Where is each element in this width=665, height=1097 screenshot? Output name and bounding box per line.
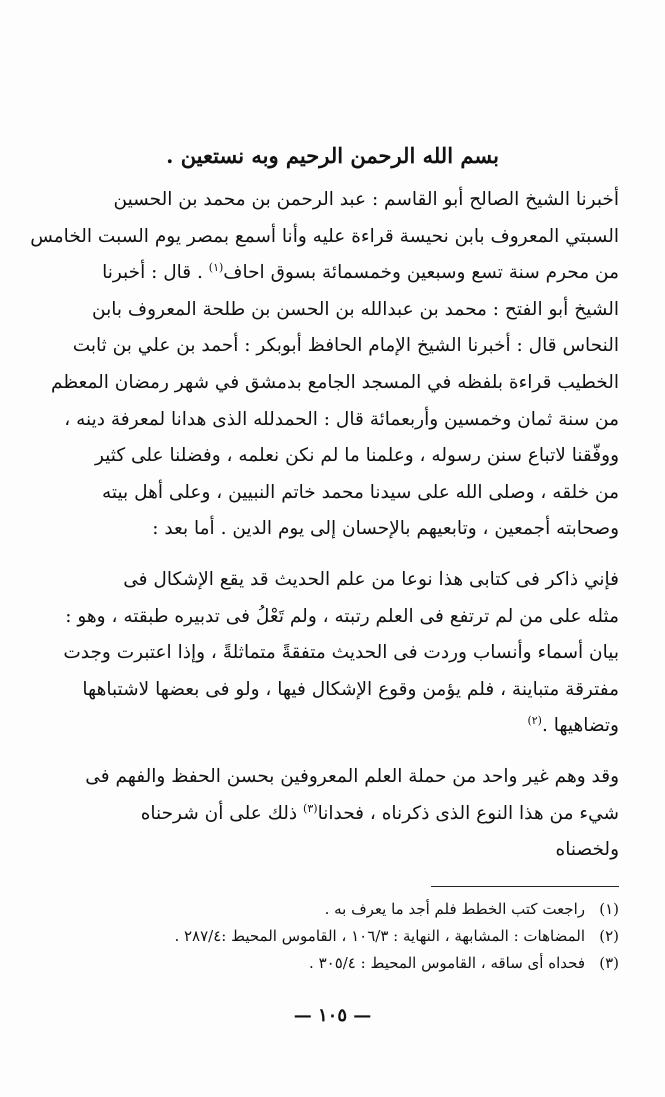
footnotes (41, 896, 619, 977)
text-line: النحاس قال : أخبرنا الشيخ الإمام الحافظ أبوبكر : أحمد بن علي بن ثابت (72, 335, 619, 357)
footnote (41, 896, 619, 923)
text-segment: من محرم سنة تسع وسبعين وخمسمائة بسوق احاف (223, 262, 619, 284)
paragraph-isnad (30, 182, 619, 548)
footnote-text: فحداه أى ساقه ، القاموس المحيط : ٣٠٥/٤ . (309, 954, 585, 972)
footnote-number: (٣) (599, 954, 619, 972)
footnote-marker-3: (٣) (303, 801, 318, 815)
main-text (30, 182, 619, 869)
footnote-marker-1: (١) (208, 261, 224, 275)
text-line: بيان أسماء وأنساب وردت فى الحديث متفقةً متماثلةً ، وإذا اعتبرت وجدت (63, 642, 619, 664)
text-segment: ذلك على أن شرحناه (140, 802, 304, 824)
text-line: من خلقه ، وصلى الله على سيدنا محمد خاتم النبيين ، وعلى أهل بيته (101, 481, 619, 503)
footnote-text: المضاهات : المشابهة ، النهاية : ١٠٦/٣ ، القاموس المحيط :٢٨٧/٤ . (174, 927, 585, 945)
text-line: فإني ذاكر فى كتابى هذا نوعا من علم الحديث قد يقع الإشكال فى (123, 568, 619, 590)
text-line: أخبرنا الشيخ الصالح أبو القاسم : عبد الرحمن بن محمد بن الحسين (113, 189, 619, 210)
footnote-number: (١) (599, 900, 619, 918)
text-line: مفترقة متباينة ، فلم يؤمن وقوع الإشكال فيها ، ولو فى بعضها لاشتباهها (82, 678, 619, 700)
text-line: وصحابته أجمعين ، وتابعيهم بالإحسان إلى يوم الدين . أما بعد : (152, 518, 619, 540)
text-line: وقد وهم غير واحد من حملة العلم المعروفين بحسن الحفظ والفهم فى (85, 765, 619, 787)
text-line (41, 708, 619, 745)
text-line: الخطيب قراءة بلفظه في المسجد الجامع بدمشق في شهر رمضان المعظم (51, 371, 619, 393)
text-segment: وتضاهيها . (541, 715, 619, 737)
text-line: الشيخ أبو الفتح : محمد بن عبدالله بن الحسن بن طلحة المعروف بابن (92, 298, 619, 320)
text-line: ووفّقنا لاتباع سنن رسوله ، وعلمنا ما لم نكن نعلمه ، وفضلنا على كثير (94, 445, 619, 467)
footnote-number: (٢) (599, 927, 619, 945)
text-line (41, 796, 619, 833)
paragraph-purpose (41, 562, 619, 745)
text-line: ولخصناه (555, 839, 619, 861)
text-line: من سنة ثمان وخمسين وأربعمائة قال : الحمدلله الذى هدانا لمعرفة دينه ، (64, 408, 619, 430)
footnote-separator (431, 886, 619, 887)
text-line (41, 255, 619, 292)
paragraph-reason (41, 759, 619, 869)
page-number: — ١٠٥ — (293, 1005, 372, 1026)
footnote-text: راجعت كتب الخطط فلم أجد ما يعرف به . (324, 900, 585, 918)
footnote-marker-2: (٢) (527, 714, 542, 728)
basmala-heading: بسم الله الرحمن الرحيم وبه نستعين . (166, 143, 499, 168)
text-segment: . قال : أخبرنا (102, 262, 209, 284)
text-line: السبتي المعروف بابن نحيسة قراءة عليه وأنا أسمع بمصر يوم السبت الخامس (30, 225, 619, 247)
footnote (41, 950, 619, 977)
footnote (41, 923, 619, 950)
text-line: مثله على من لم ترتفع فى العلم رتبته ، ولم تَعْلُ فى تدبيره طبقته ، وهو : (65, 605, 619, 627)
text-segment: شيء من هذا النوع الذى ذكرناه ، فحدانا (317, 802, 619, 824)
